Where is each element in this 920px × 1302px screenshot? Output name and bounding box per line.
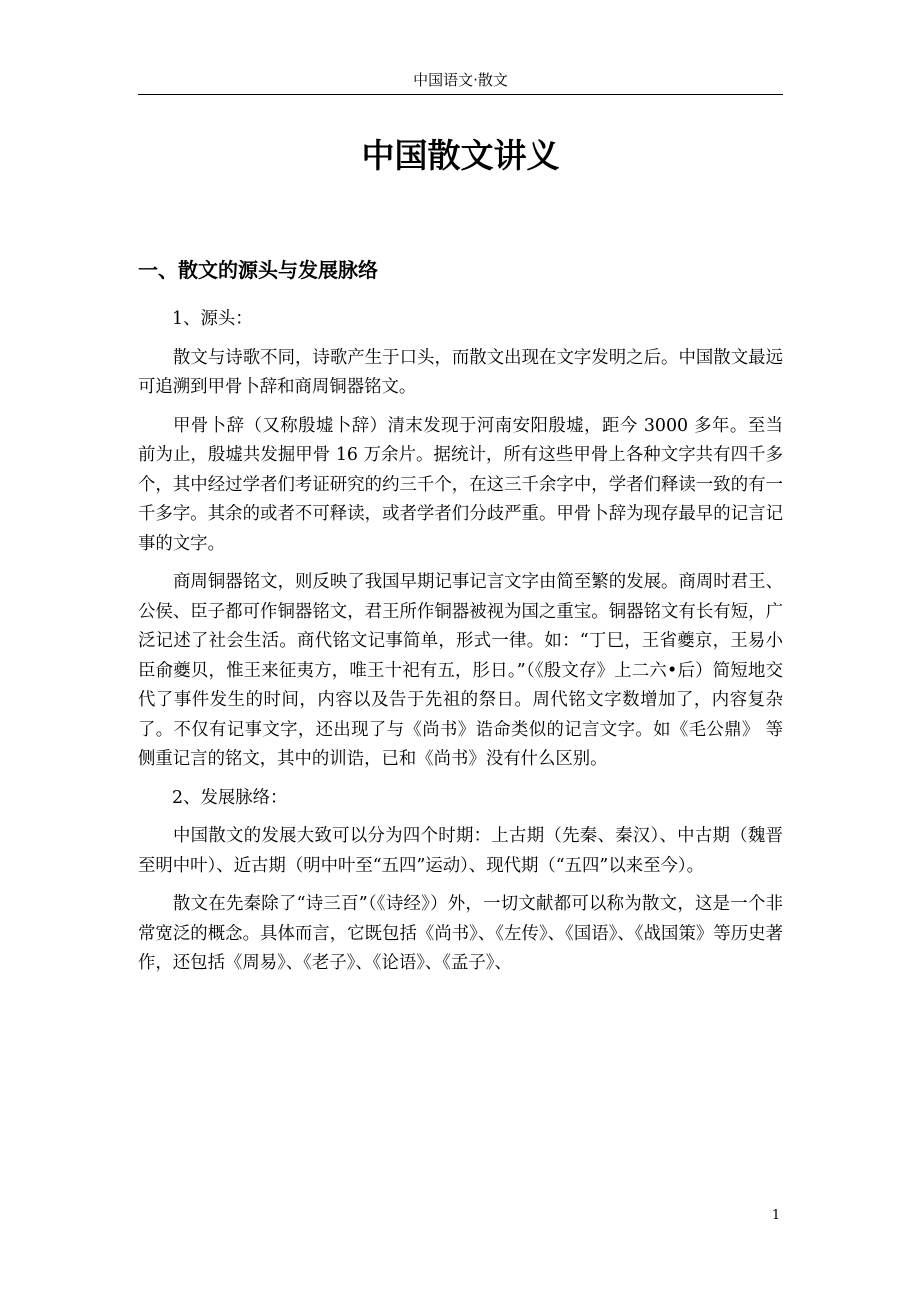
document-title: 中国散文讲义 [361,136,560,175]
subheading-origin: 1、源头： [172,309,253,329]
page-number: 1 [771,1208,781,1223]
paragraph: 甲骨卜辞（又称殷墟卜辞）清末发现于河南安阳殷墟，距今 3000 多年。至当前为止，殷墟共发掘甲骨 16 万余片。据统计，所有这些甲骨上各种文字共有四千多个，其中经过学者们考证研究的约三千个，在这三千余字中，学者们释读一致的有一千多字。其余的或者不可释读，或者学者们分歧严重。甲骨卜辞为现存最早的记言记事的文字。 [138,415,783,554]
paragraph: 散文与诗歌不同，诗歌产生于口头，而散文出现在文字发明之后。中国散文最远可追溯到甲骨卜辞和商周铜器铭文。 [138,347,783,397]
subheading-development: 2、发展脉络： [172,787,288,808]
body-text [138,305,783,988]
paragraph: 中国散文的发展大致可以分为四个时期：上古期（先秦、秦汉）、中古期（魏晋至明中叶）、近古期（明中叶至“五四”运动）、现代期（“五四”以来至今）。 [138,826,783,876]
paragraph: 散文在先秦除了“诗三百”（《诗经》）外，一切文献都可以称为散文，这是一个非常宽泛的概念。具体而言，它既包括《尚书》、《左传》、《国语》、《战国策》等历史著作，还包括《周易》、《老子》、《论语》、《孟子》、 [138,894,783,973]
paragraph: 商周铜器铭文，则反映了我国早期记事记言文字由简至繁的发展。商周时君王、公侯、臣子都可作铜器铭文，君王所作铜器被视为国之重宝。铜器铭文有长有短，广泛记述了社会生活。商代铭文记事简单，形式一律。如：“丁巳，王省夔京，王易小臣俞夔贝，惟王来征夷方，唯王十祀有五，肜日。”（《殷文存》上二六•后）简短地交代了事件发生的时间，内容以及告于先祖的祭日。周代铭文字数增加了，内容复杂了。不仅有记事文字，还出现了与《尚书》诰命类似的记言文字。如《毛公鼎》 等侧重记言的铭文，其中的训诰，已和《尚书》没有什么区别。 [138,572,783,769]
running-header: 中国语文·散文 [138,68,783,95]
section-heading: 一、散文的源头与发展脉络 [138,258,378,282]
